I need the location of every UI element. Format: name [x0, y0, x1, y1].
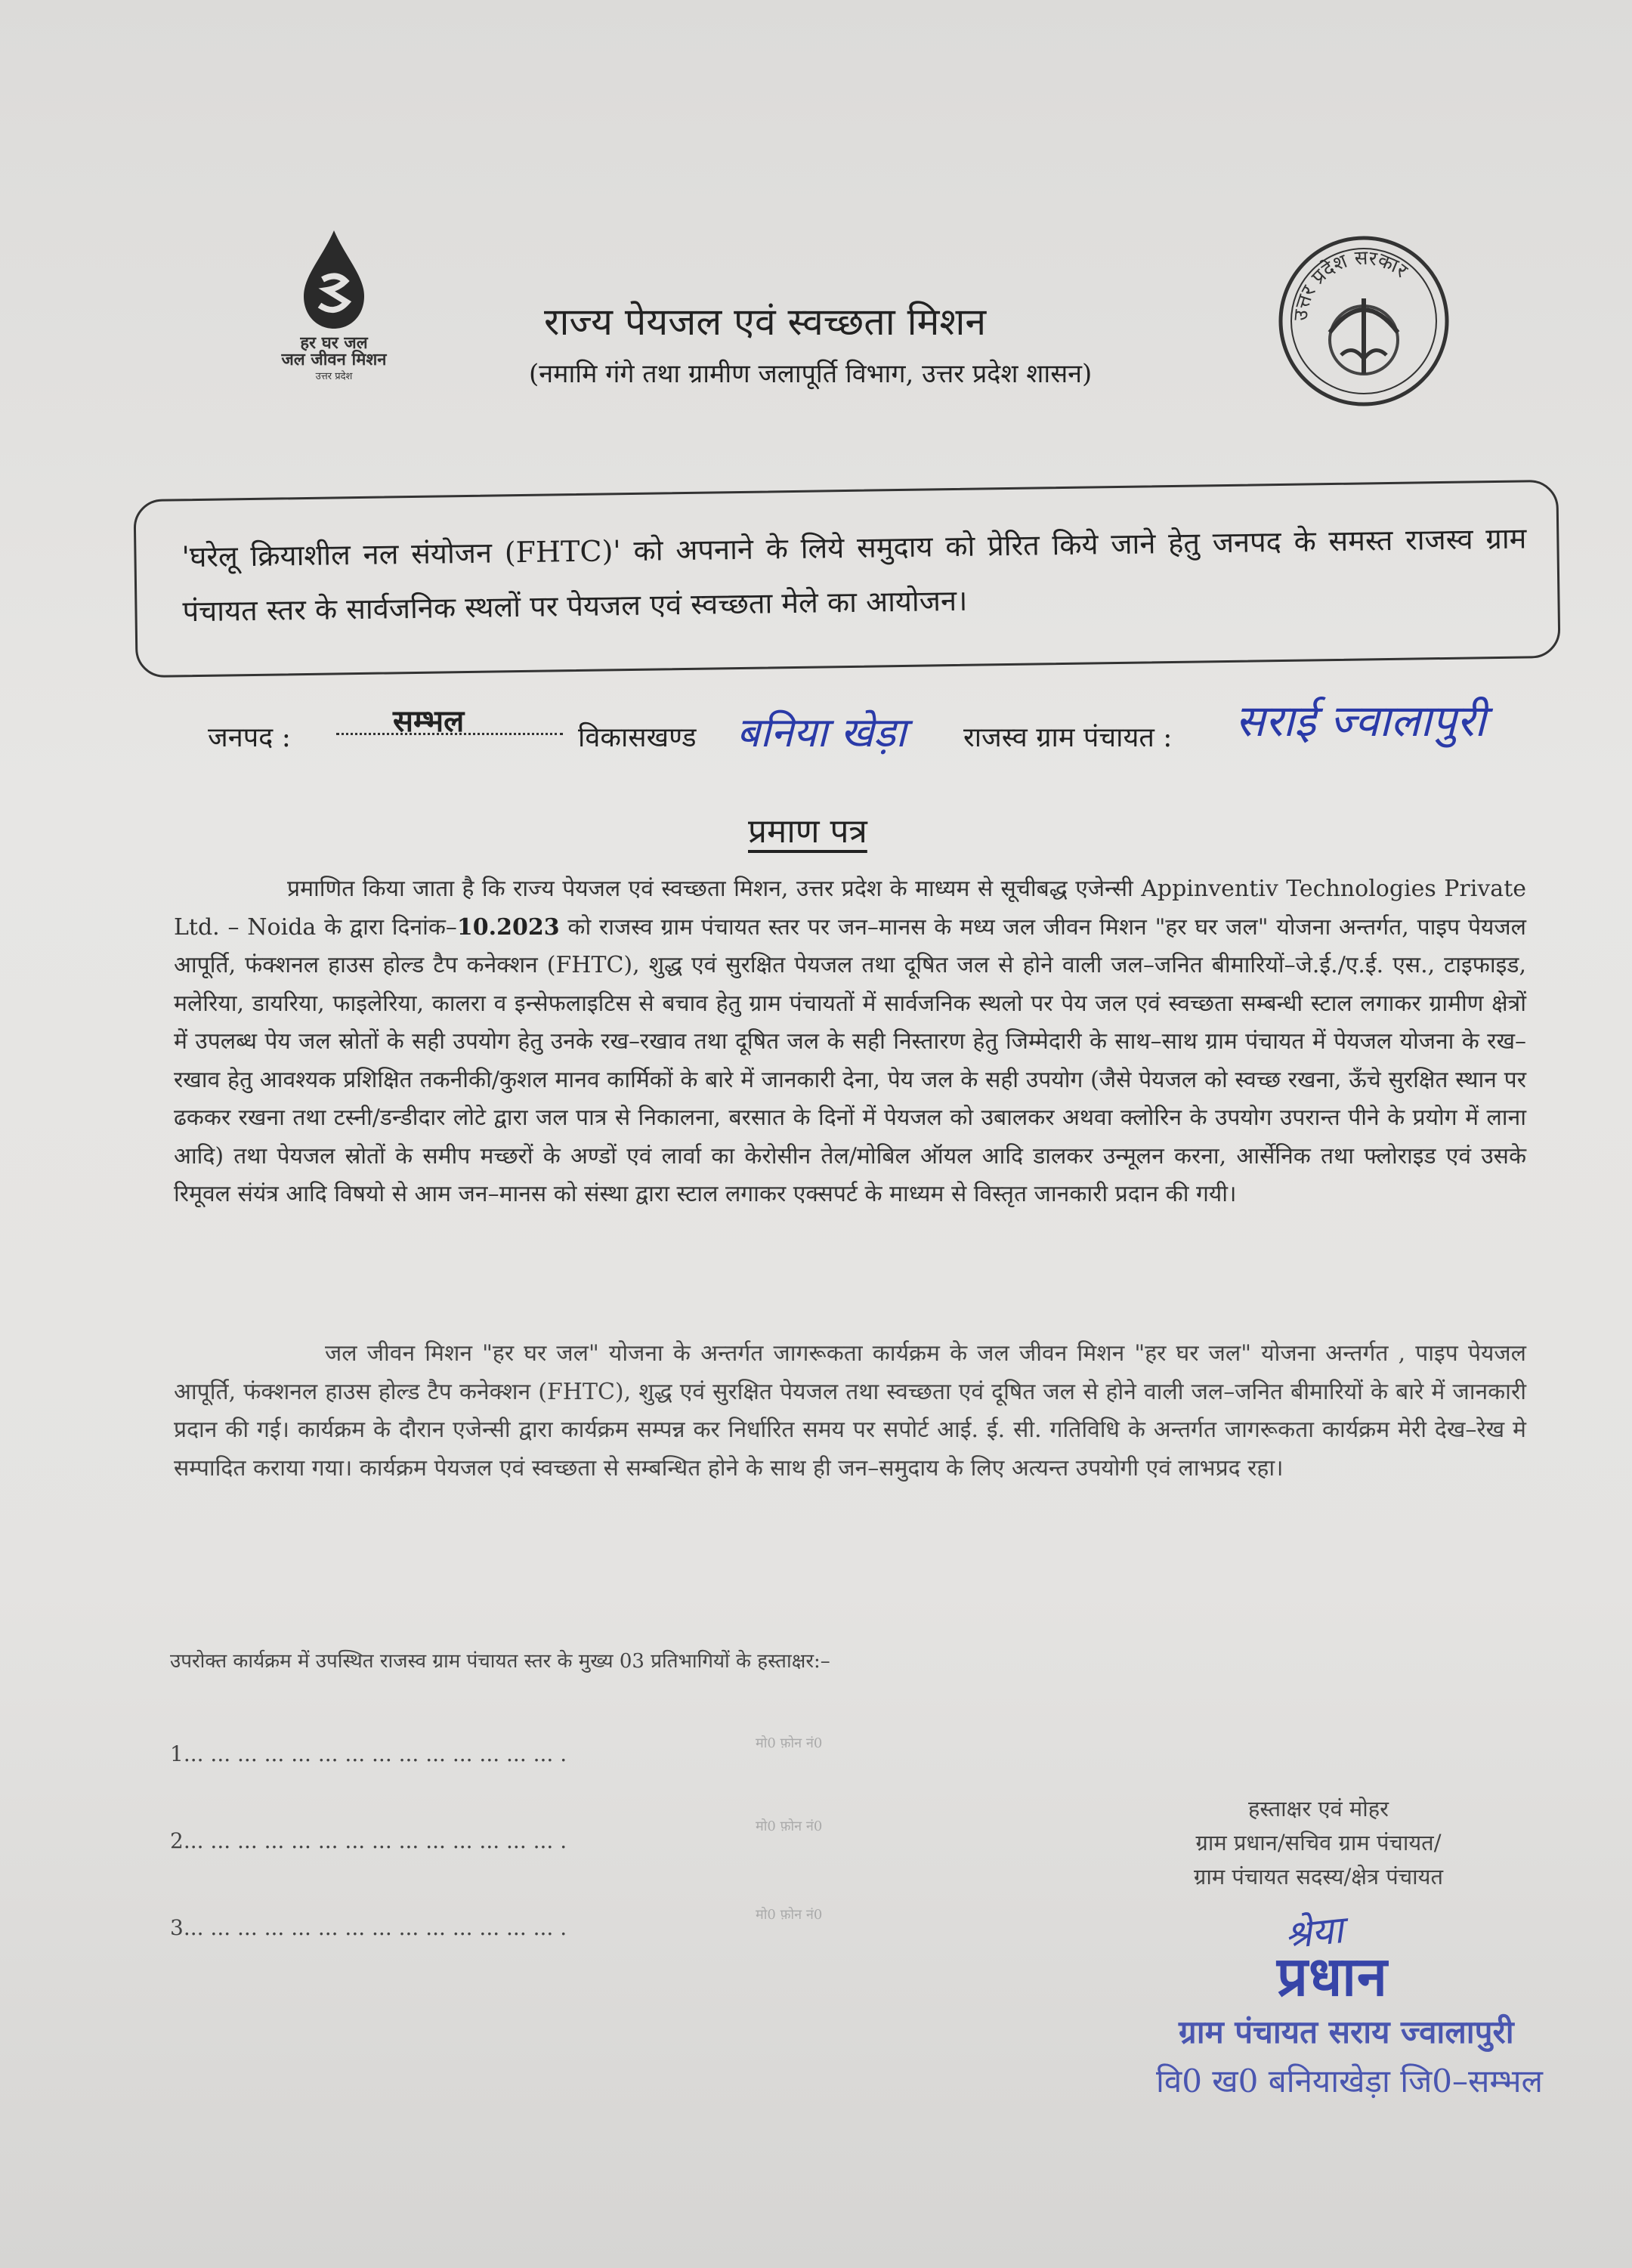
block-label: विकासखण्ड — [578, 722, 697, 753]
handwritten-signature: श्रेया — [1282, 1908, 1346, 1957]
logo-caption-3: उत्तर प्रदेश — [315, 371, 353, 382]
stamp-line-2: वि0 ख0 बनियाखेड़ा जि0–सम्भल — [1156, 2063, 1543, 2100]
stamp-line-1: ग्राम पंचायत सराय ज्वालापुरी — [1179, 2013, 1514, 2050]
location-fields — [208, 695, 1553, 763]
banner-text: 'घरेलू क्रियाशील नल संयोजन (FHTC)' को अपनाने के लिये समुदाय को प्रेरित किये जाने हेतु जनपद के समस्त राजस्व ग्राम पंचायत स्तर के सार्वजनिक स्थलों पर पेयजल एवं स्वच्छता मेले का आयोजन। — [181, 521, 1527, 629]
mobile-hint-3: मो0 फ़ोन नं0 — [756, 1907, 823, 1923]
logo-caption-2: जल जीवन मिशन — [281, 351, 387, 369]
page-title: राज्य पेयजल एवं स्वच्छता मिशन — [544, 300, 987, 344]
participant-line-2: 2... ... ... ... ... ... ... ... ... ... ... ... ... ... . — [170, 1828, 567, 1853]
district-label: जनपद : — [208, 722, 291, 753]
page-subtitle: (नमामि गंगे तथा ग्रामीण जलापूर्ति विभाग, उत्तर प्रदेश शासन) — [529, 359, 1093, 389]
water-drop-icon — [292, 227, 376, 332]
mobile-hint-1: मो0 फ़ोन नं0 — [756, 1735, 823, 1751]
seal-text: उत्तर प्रदेश सरकार — [1289, 246, 1412, 322]
block-value: बनिया खेड़ा — [737, 709, 907, 756]
participant-line-3: 3... ... ... ... ... ... ... ... ... ... ... ... ... ... . — [170, 1915, 567, 1940]
p1-before-date: प्रमाणित किया जाता है कि राज्य पेयजल एवं स्वच्छता मिशन, उत्तर प्रदेश के माध्यम से सूचीबद्ध एजेन्सी Appinventiv Technologies Private Ltd. – Noida के द्वारा दिनांक– — [174, 876, 1527, 941]
event-banner — [133, 480, 1560, 678]
certificate-paragraph-2: जल जीवन मिशन "हर घर जल" योजना के अन्तर्गत जागरूकता कार्यक्रम के जल जीवन मिशन "हर घर जल" योजना अन्तर्गत , पाइप पेयजल आपूर्ति, फंक्शनल हाउस होल्ड टैप कनेक्शन (FHTC), शुद्ध एवं सुरक्षित पेयजल तथा स्वच्छता एवं दूषित जल से होने वाली जल–जनित बीमारियों के बारे में जानकारी प्रदान की गई। कार्यक्रम के दौरान एजेन्सी द्वारा कार्यक्रम सम्पन्न कर निर्धारित समय पर सपोर्ट आई. ई. सी. गतिविधि के अन्तर्गत जागरूकता कार्यक्रम मेरी देख–रेख मे सम्पादित कराया गया। कार्यक्रम पेयजल एवं स्वच्छता से सम्बन्धित होने के साथ ही जन–समुदाय के लिए अत्यन्त उपयोगी एवं लाभप्रद रहा। — [174, 1340, 1526, 1482]
up-government-seal-icon — [1277, 234, 1451, 408]
logo-caption-1: हर घर जल — [300, 334, 368, 353]
participants-intro: उपरोक्त कार्यक्रम में उपस्थित राजस्व ग्राम पंचायत स्तर के मुख्य 03 प्रतिभागियों के हस्ताक्षर:– — [170, 1650, 830, 1673]
district-value: सम्भल — [393, 703, 465, 739]
event-date: 10.2023 — [456, 913, 560, 941]
mobile-hint-2: मो0 फ़ोन नं0 — [756, 1818, 823, 1834]
signature-line-1: हस्ताक्षर एवं मोहर — [1247, 1796, 1389, 1822]
certificate-heading: प्रमाण पत्र — [748, 812, 867, 851]
participant-line-1: 1... ... ... ... ... ... ... ... ... ... ... ... ... ... . — [170, 1741, 567, 1766]
stamp-title: प्रधान — [1277, 1944, 1388, 2008]
panchayat-value: सराई ज्वालापुरी — [1235, 695, 1486, 746]
signature-line-3: ग्राम पंचायत सदस्य/क्षेत्र पंचायत — [1193, 1864, 1444, 1889]
p1-after-date: को राजस्व ग्राम पंचायत स्तर पर जन–मानस के मध्य जल जीवन मिशन "हर घर जल" योजना अन्तर्गत, पाइप पेयजल आपूर्ति, फंक्शनल हाउस होल्ड टैप कनेक्शन (FHTC), शुद्ध एवं सुरक्षित पेयजल तथा दूषित जल से होने वाली जल–जनित बीमारियों–जे.ई./ए.ई. एस., टाइफाइड, मलेरिया, डायरिया, फाइलेरिया, कालरा व इन्सेफलाइटिस से बचाव हेतु ग्राम पंचायतों में सार्वजनिक स्थलो पर पेय जल एवं स्वच्छता सम्बन्धी स्टाल लगाकर ग्रामीण क्षेत्रों में उपलब्ध पेय जल स्रोतों के सही उपयोग हेतु उनके रख–रखाव तथा दूषित जल के सही निस्तारण हेतु जिम्मेदारी के साथ–साथ ग्राम पंचायत में पेयजल योजना के रख–रखाव हेतु आवश्यक प्रशिक्षित तकनीकी/कुशल मानव कार्मिकों के बारे में जानकारी देना, पेय जल के सही उपयोग (जैसे पेयजल को स्वच्छ रखना, ऊँचे सुरक्षित स्थान पर ढककर रखना तथा टस्नी/डन्डीदार लोटे द्वारा जल पात्र से निकालना, बरसात के दिनों में पेयजल को उबालकर अथवा क्लोरिन के उपयोग उपरान्त पीने के प्रयोग में लाना आदि) तथा पेयजल स्रोतों के समीप मच्छरों के अण्डों एवं लार्वा का केरोसीन तेल/मोबिल ऑयल आदि डालकर उन्मूलन करना, आर्सेनिक तथा फ्लोराइड एवं उसके रिमूवल संयंत्र आदि विषयो से आम जन–मानस को संस्था द्वारा स्टाल लगाकर एक्सपर्ट के माध्यम से विस्तृत जानकारी प्रदान की गयी। — [174, 913, 1526, 1207]
panchayat-label: राजस्व ग्राम पंचायत : — [963, 722, 1173, 753]
signature-line-2: ग्राम प्रधान/सचिव ग्राम पंचायत/ — [1195, 1830, 1442, 1855]
certificate-paragraph-1 — [174, 870, 1526, 1214]
har-ghar-jal-logo — [266, 227, 402, 393]
signature-block — [1137, 1792, 1500, 1894]
